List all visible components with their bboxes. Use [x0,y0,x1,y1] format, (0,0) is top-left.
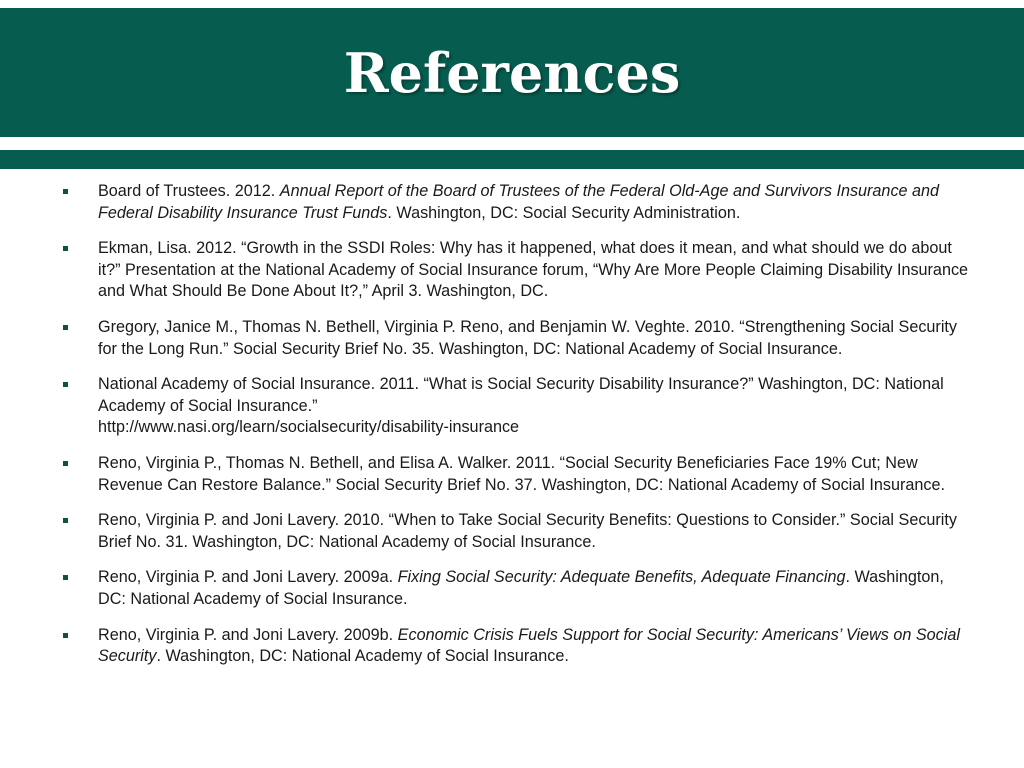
reference-text: Gregory, Janice M., Thomas N. Bethell, Virginia P. Reno, and Benjamin W. Veghte. 2010. “Strengthening Social Security for the Long Run.” Social Security Brief No. 35. Washington, DC: National Academy of Social Insurance. [98,317,958,358]
list-item [0,567,1024,610]
title-banner [0,8,1024,137]
list-item [0,181,1024,224]
list-item [0,625,1024,668]
list-item [0,238,1024,303]
list-item [0,453,1024,496]
reference-text: National Academy of Social Insurance. 2011. “What is Social Security Disability Insurance?” Washington, DC: National Academy of Social Insurance.” http://www.nasi.org/learn/socialsecurity/disability-insurance [98,375,944,437]
bullet-icon [63,246,68,251]
list-item [0,317,1024,360]
bullet-icon [63,518,68,523]
bullet-icon [63,325,68,330]
reference-text: Ekman, Lisa. 2012. “Growth in the SSDI Roles: Why has it happened, what does it mean, and what should we do about it?” Presentation at the National Academy of Social Insurance forum, “Why Are More People Claiming Disability Insurance and What Should Be Done About It?,” April 3. Washington, DC. [98,239,969,301]
bullet-icon [63,575,68,580]
reference-text: Reno, Virginia P. and Joni Lavery. 2009b. Economic Crisis Fuels Support for Social Security: Americans’ Views on Social Security. Washington, DC: National Academy of Social Insurance. [98,625,960,666]
page-title: References [343,40,681,105]
list-item [0,510,1024,553]
bullet-icon [63,461,68,466]
bullet-icon [63,633,68,638]
reference-text: Reno, Virginia P. and Joni Lavery. 2009a. Fixing Social Security: Adequate Benefits, Adequate Financing. Washington, DC: National Academy of Social Insurance. [98,568,944,608]
header-accent-bar [0,150,1024,169]
reference-text: Board of Trustees. 2012. Annual Report of the Board of Trustees of the Federal Old-Age and Survivors Insurance and Federal Disability Insurance Trust Funds. Washington, DC: Social Security Administration. [98,182,940,222]
reference-text: Reno, Virginia P. and Joni Lavery. 2010. “When to Take Social Security Benefits: Questions to Consider.” Social Security Brief No. 31. Washington, DC: National Academy of Social Insurance. [98,511,957,551]
reference-text: Reno, Virginia P., Thomas N. Bethell, and Elisa A. Walker. 2011. “Social Security Beneficiaries Face 19% Cut; New Revenue Can Restore Balance.” Social Security Brief No. 37. Washington, DC: National Academy of Social Insurance. [98,453,945,494]
bullet-icon [63,382,68,387]
bullet-icon [63,189,68,194]
list-item [0,374,1024,439]
references-list [0,181,1024,668]
